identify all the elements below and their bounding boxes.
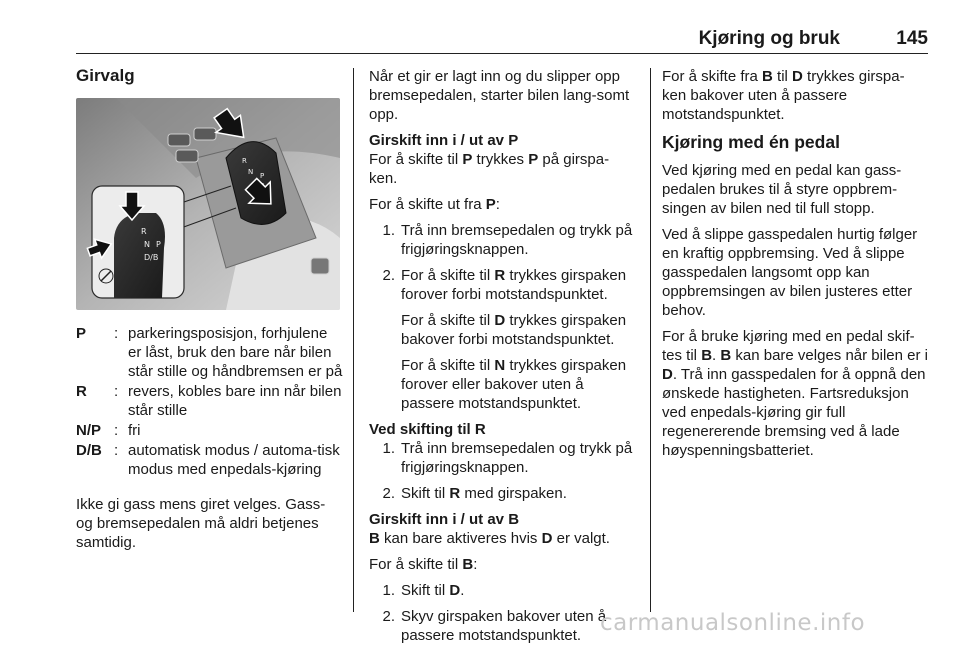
gear-definitions — [76, 324, 344, 479]
knob-label-n: N — [248, 168, 254, 176]
inset-label-p: P — [156, 240, 161, 249]
column-2 — [369, 67, 637, 652]
list-item: 1. Trå inn bremsepedalen og trykk på frigjøringsknappen. — [382, 222, 633, 258]
shift-to-b-text: For å skifte til B: — [369, 556, 478, 573]
shift-to-p-text: For å skifte til P trykkes P på girspa-ken. — [369, 151, 610, 187]
knob-label-p: P — [260, 172, 265, 180]
section-title-one-pedal: Kjøring med én pedal — [662, 132, 840, 152]
page-number: 145 — [896, 28, 928, 49]
shift-out-of-p-text: For å skifte ut fra P: — [369, 196, 500, 213]
definition-key: P — [76, 325, 87, 342]
definition-row — [76, 324, 344, 381]
inset-label-n: N — [144, 240, 150, 249]
definition-value: parkeringsposisjon, forhjulene er låst, bruk den bare når bilen står stille og håndbremsen er på — [128, 325, 343, 380]
definition-row — [76, 382, 344, 420]
page-header-title: Kjøring og bruk — [698, 28, 840, 49]
warning-paragraph: Ikke gi gass mens giret velges. Gass- og bremsepedalen må aldri betjenes samtidig. — [76, 496, 326, 551]
one-pedal-paragraph-1: Ved kjøring med en pedal kan gass-pedalen brukes til å styre oppbrem-singen av bilen ned til full stopp. — [662, 162, 902, 217]
watermark: carmanualsonline.info — [600, 610, 866, 636]
definition-row — [76, 421, 344, 440]
subheading-p: Girskift inn i / ut av P — [369, 132, 519, 149]
steps-list-r — [369, 439, 637, 503]
definition-key: D/B — [76, 442, 102, 459]
definition-key: R — [76, 383, 87, 400]
steps-list-p — [369, 221, 637, 413]
column-divider-1 — [353, 68, 354, 612]
column-3 — [662, 67, 928, 467]
list-item: 1. Skift til D. — [382, 582, 465, 599]
list-item: 2. Skyv girspaken bakover uten å passere motstandspunktet. — [382, 608, 607, 644]
one-pedal-paragraph-2: Ved å slippe gasspedalen hurtig følger en kraftig oppbremsing. Ved å slippe gasspedalen langsomt opp kan oppbremsingen av bilen justeres etter behov. — [662, 226, 918, 319]
list-item: 2. Skift til R med girspaken. — [382, 485, 567, 502]
definition-value: revers, kobles bare inn når bilen står stille — [128, 383, 342, 419]
steps-list-b — [369, 581, 637, 645]
gear-selector-figure — [76, 98, 340, 310]
b-availability-text: B kan bare aktiveres hvis D er valgt. — [369, 530, 610, 547]
section-title-girvalg: Girvalg — [76, 66, 135, 85]
subheading-r: Ved skifting til R — [369, 421, 486, 438]
inset-label-r: R — [141, 227, 147, 236]
list-item: 1. Trå inn bremsepedalen og trykk på frigjøringsknappen. — [382, 440, 633, 476]
inset-label-db: D/B — [144, 253, 159, 262]
shift-b-to-d-text: For å skifte fra B til D trykkes girspa-ken bakover uten å passere motstandspunktet. — [662, 68, 905, 123]
one-pedal-paragraph-3: For å bruke kjøring med en pedal skif-tes til B. B kan bare velges når bilen er i D. Trå inn gasspedalen for å oppnå den ønskede hastigheten. Fartsreduksjon ved enpedals-kjøring gir full regenererende bremsing ved å lade høyspenningsbatteriet. — [662, 328, 928, 459]
definition-sep: : — [114, 383, 119, 400]
definition-sep: : — [114, 325, 119, 342]
definition-row — [76, 441, 344, 479]
column-1 — [76, 66, 344, 559]
intro-paragraph: Når et gir er lagt inn og du slipper opp bremsepedalen, starter bilen lang-somt opp. — [369, 68, 630, 123]
header-rule — [76, 53, 928, 54]
gear-selector-inset — [85, 186, 184, 298]
gear-selector-illustration — [76, 98, 340, 310]
definition-sep: : — [114, 442, 119, 459]
console-button — [311, 258, 329, 274]
column-divider-2 — [650, 68, 651, 612]
definition-key: N/P — [76, 422, 102, 439]
subheading-b: Girskift inn i / ut av B — [369, 511, 520, 528]
knob-label-r: R — [242, 157, 247, 165]
definition-value: automatisk modus / automa-tisk modus med enpedals-kjøring — [128, 442, 340, 478]
definition-sep: : — [114, 422, 119, 439]
list-item: 2. For å skifte til R trykkes girspaken forover forbi motstandspunktet. For å skifte til D trykkes girspaken bakover forbi motstandspunktet. For å skifte til N trykkes girspaken forover eller bakover uten å passere motstandspunktet. — [382, 267, 627, 412]
definition-value: fri — [128, 422, 141, 439]
